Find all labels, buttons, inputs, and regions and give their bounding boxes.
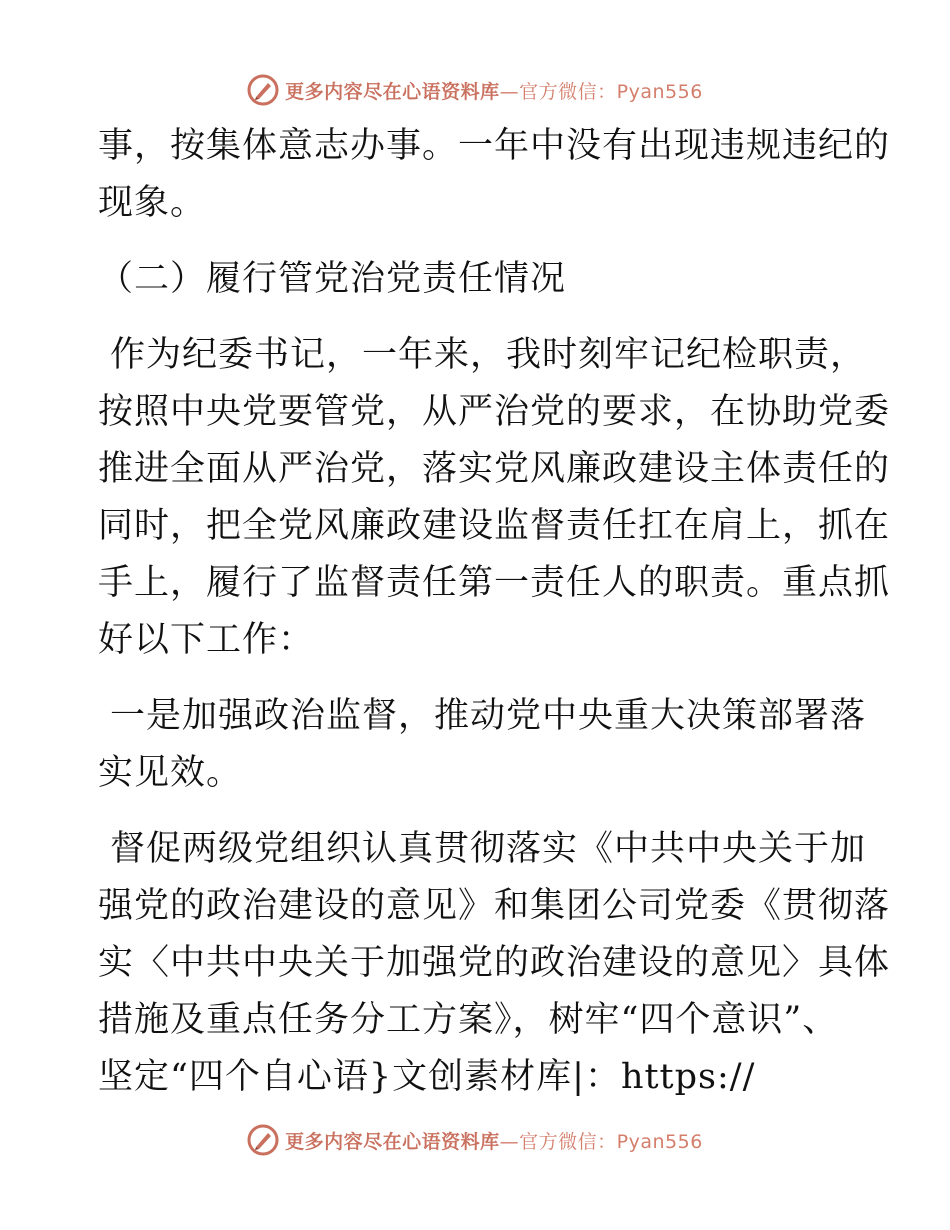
- text-line: 事，按集体意志办事。一年中没有出现违规违纪的: [98, 126, 891, 166]
- text-line: 同时，把全党风廉政建设监督责任扛在肩上，抓在: [98, 506, 891, 546]
- text-line: 强党的政治建设的意见》和集团公司党委《贯彻落: [98, 886, 891, 926]
- footer-watermark: [0, 1120, 950, 1160]
- text-line: 实见效。: [98, 753, 243, 793]
- text-line: 一是加强政治监督，推动党中央重大决策部署落: [110, 696, 867, 736]
- paragraph-1: [98, 118, 891, 232]
- text-line: 按照中央党要管党，从严治党的要求，在协助党委: [98, 392, 891, 432]
- document-body: [98, 118, 891, 1125]
- text-line: 实〈中共中央关于加强党的政治建设的意见〉具体: [98, 943, 891, 983]
- text-line: 坚定“四个自心语}文创素材库|：https://: [98, 1057, 756, 1097]
- text-line: 作为纪委书记，一年来，我时刻牢记纪检职责，: [110, 335, 867, 375]
- pen-logo-icon: [247, 74, 279, 106]
- text-line: 好以下工作：: [98, 620, 315, 660]
- pen-logo-icon: [247, 1124, 279, 1156]
- text-line: 现象。: [98, 183, 207, 223]
- text-line: 督促两级党组织认真贯彻落实《中共中央关于加: [110, 829, 867, 869]
- watermark-text: 更多内容尽在心语资料库—官方微信：Pyan556: [285, 80, 703, 103]
- header-watermark: [0, 70, 950, 110]
- paragraph-3: [98, 327, 891, 669]
- text-line: 措施及重点任务分工方案》，树牢“四个意识”、: [98, 1000, 839, 1040]
- paragraph-5: [98, 821, 891, 1106]
- text-line: 手上，履行了监督责任第一责任人的职责。重点抓: [98, 563, 891, 603]
- text-line: 推进全面从严治党，落实党风廉政建设主体责任的: [98, 449, 891, 489]
- paragraph-4: [98, 688, 867, 802]
- watermark-text: 更多内容尽在心语资料库—官方微信：Pyan556: [285, 1130, 703, 1153]
- section-heading: [98, 251, 858, 308]
- heading-line: （二）履行管党治党责任情况: [98, 259, 567, 299]
